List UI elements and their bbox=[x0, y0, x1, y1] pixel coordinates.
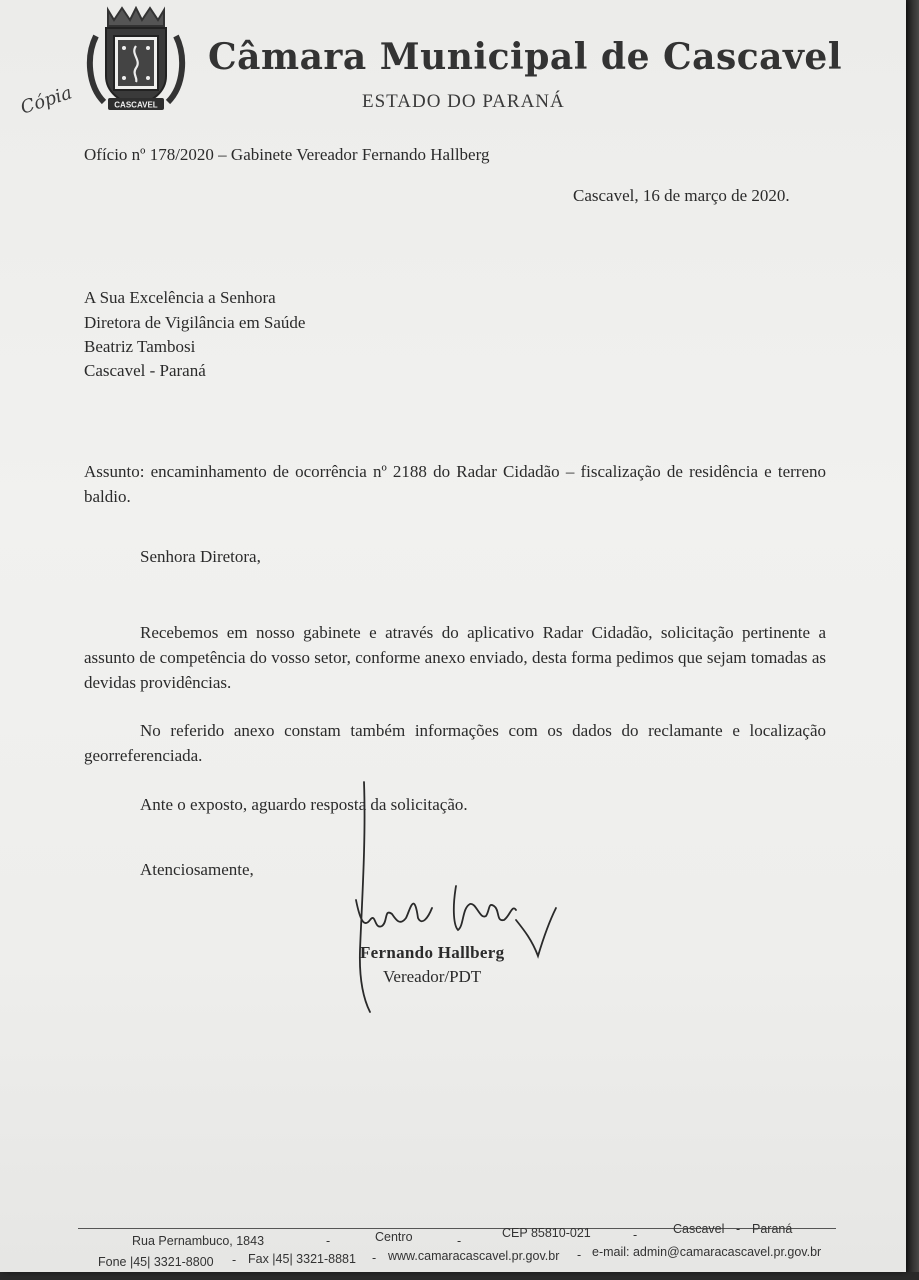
date-line: Cascavel, 16 de março de 2020. bbox=[573, 186, 790, 205]
letterhead-title: Câmara Municipal de Cascavel bbox=[208, 36, 842, 78]
footer-state: Paraná bbox=[752, 1222, 793, 1236]
footer-sep: - bbox=[372, 1251, 377, 1265]
footer-sep: - bbox=[577, 1248, 582, 1262]
footer-sep: - bbox=[457, 1234, 462, 1248]
body-paragraph-2 bbox=[84, 718, 826, 768]
footer-email: e-mail: admin@camaracascavel.pr.gov.br bbox=[592, 1245, 822, 1259]
recipient-line-4: Cascavel - Paraná bbox=[84, 361, 206, 380]
reference-line: Ofício nº 178/2020 – Gabinete Vereador Fernando Hallberg bbox=[84, 145, 490, 164]
body-paragraph-1-text: Recebemos em nosso gabinete e através do aplicativo Radar Cidadão, solicitação pertinente a assunto de competência do vosso setor, conforme anexo enviado, desta forma pedimos que sejam tomadas as devidas providências. bbox=[84, 623, 826, 692]
body-paragraph-3: Ante o exposto, aguardo resposta da solicitação. bbox=[140, 795, 468, 814]
handwritten-note: Cópia bbox=[18, 82, 75, 119]
recipient-line-3: Beatriz Tambosi bbox=[84, 337, 196, 356]
recipient-line-2: Diretora de Vigilância em Saúde bbox=[84, 313, 306, 332]
footer-district: Centro bbox=[375, 1230, 413, 1244]
signer-role: Vereador/PDT bbox=[383, 967, 482, 986]
footer-sep: - bbox=[633, 1228, 638, 1242]
footer-city: Cascavel bbox=[673, 1222, 725, 1236]
footer-sep: - bbox=[326, 1234, 331, 1248]
footer-street: Rua Pernambuco, 1843 bbox=[132, 1234, 265, 1248]
footer-sep: - bbox=[232, 1253, 237, 1267]
footer-zip: CEP 85810-021 bbox=[502, 1226, 591, 1240]
footer-fax: Fax |45| 3321-8881 bbox=[248, 1252, 356, 1266]
body-paragraph-2-text: No referido anexo constam também informações com os dados do reclamante e localização georreferenciada. bbox=[84, 721, 826, 765]
footer-website: www.camaracascavel.pr.gov.br bbox=[388, 1249, 560, 1263]
salutation: Senhora Diretora, bbox=[140, 547, 261, 566]
footer-sep: - bbox=[736, 1222, 741, 1236]
closing: Atenciosamente, bbox=[140, 860, 254, 879]
body-paragraph-1 bbox=[84, 620, 826, 695]
background-bottom bbox=[0, 1272, 919, 1280]
footer-phone: Fone |45| 3321-8800 bbox=[98, 1255, 214, 1269]
signer-name: Fernando Hallberg bbox=[360, 943, 505, 962]
crest-label: CASCAVEL bbox=[114, 100, 158, 110]
subject-paragraph: Assunto: encaminhamento de ocorrência nº 2188 do Radar Cidadão – fiscalização de residência e terreno baldio. bbox=[84, 462, 826, 506]
background-shadow bbox=[906, 0, 919, 1280]
letterhead-subtitle: ESTADO DO PARANÁ bbox=[362, 91, 565, 112]
recipient-line-1: A Sua Excelência a Senhora bbox=[84, 288, 276, 307]
coat-of-arms-icon bbox=[86, 6, 186, 114]
